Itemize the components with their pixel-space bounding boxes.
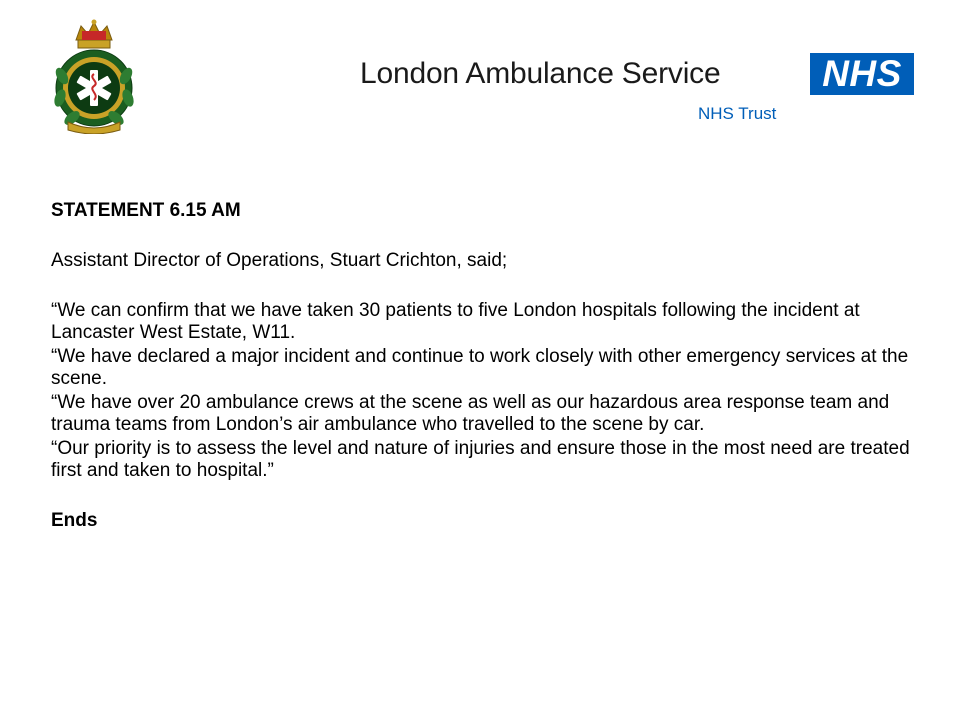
trust-subtitle: NHS Trust: [698, 104, 777, 123]
statement-closing: Ends: [51, 510, 98, 531]
statement-paragraph: “We have over 20 ambulance crews at the scene as well as our hazardous area response team and trauma teams from London’s air ambulance who travelled to the scene by car.: [51, 392, 890, 435]
statement-body: [51, 200, 911, 551]
statement-heading: STATEMENT 6.15 AM: [51, 200, 241, 221]
statement-paragraph: “We can confirm that we have taken 30 patients to five London hospitals following the incident at Lancaster West Estate, W11.: [51, 300, 860, 343]
statement-attribution: Assistant Director of Operations, Stuart Crichton, said;: [51, 250, 508, 271]
ambulance-service-crest-icon: [48, 18, 140, 134]
statement-paragraph: “Our priority is to assess the level and nature of injuries and ensure those in the most need are treated first and taken to hospital.”: [51, 438, 910, 481]
statement-paragraph: “We have declared a major incident and continue to work closely with other emergency services at the scene.: [51, 346, 909, 389]
nhs-logo: NHS: [810, 53, 914, 95]
organisation-name: London Ambulance Service: [360, 57, 721, 90]
